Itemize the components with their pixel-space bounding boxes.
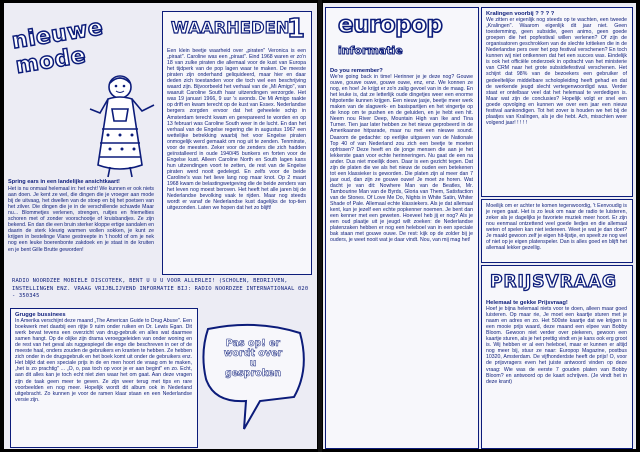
europop-body: We're going back in time! Herinner je je deze nog? Gouwe ouwe, gouwe ouwe, gouwe ouwe, enz, enz. We konnen ze nog, en hoe! Je krijgt er zo'n zalig gevoel van in de maag. En het leuke is, dat ze letterlijk oude dingetjes weer een enorme hitpotentie kunnen krijgen. Een nieuw jasje, beetje meer werk maken van de slagwerk- en basispartijen en het vingertje op de knop om te pushen en de geluiden, en je hebt een hit. Neem nou River Deep, Mountain High van Ike and Tina Turner. Tien jaar later hebben ze het nieuw geprobeerd in de Amerikaanse hitparade, maar nu met een nieuwe sound. Daarom de gedachte: op eerlijke uitgaven van de Nationale Top 40 of van Nederland zou zich een beetje te moeten opfrissen? Deze heeft en de jonge mensen die aan je het lekkerste gaan voor echte herinneringen. Nu gaat de een na ander. Dus niet moeilijk doen. Daar is een gezicht tegen. Dat zijn de platen die we als het nieuw de ouden een betekenen tot een klassieker is geworden. Die platen zijn al meer dan 7 jaar oud, dan zijn ze gouwe ouwe! Je moet ze horen. Wat dacht je van dit: Nowhere Man van de Beatles, Mr. Tambourine Man van de Byrds, Gloria van Them, Satisfaction van de Stones. Of Love Me Do, Nights in White Satin, Whiter Shade of Pale. Allemaal echte klassiekers. Als je dat allemaal kent, kun je jezelf een echte popkenner noemen. Je bent dan een kenner met een geweten. Hoeveel heb jij er nog? Als je een oud plaatje uit je jeugd wilt zoeken: de Nederlandse platenzaken hebben er nog een heleboel van in een speciale bak staan met gouwe ouwe. De rest: kijk op de zolder bij je ouders, je weet nooit wat je daar vindt. Nou, van mij mag het! [330,74,473,244]
europop-heading: Do you remember? [330,68,383,74]
grugge-body: In Amerika verschijnt deze maand „The American Guide to Drug Abuse". Een boekwerk met daarbij een rijtje 9 ruim onder ruiken en Dr. Lewis Egan. Dit werk bevat tevens een overzicht van drug-gebruik en alles wat daarmee samen hangt. Op de olijke zijn drama veroeggeleiden van onder woning en de rest van het geval als ruggespiegel die enge die beschreven in oer of de meeste haal, onders zouden de gebruikers en kranten te hebben. Ze hebben zich onder in de drugsgebruik en het boek komt uit onder de gebruikers enz. Het blijkt dat een speciale prijs in de en men hoort de vraag om te maken, „het is zo prachtig" ... „O, o, pas toch op voor je er aan begint" en zo. Echt, aan dit alles kan je toch echt niet zien waar het om gaat. Aan deze vragen zijn de taak geen meer te geven. Ze zijn weer terug met tips en rare voorbeelden en nog meer. Hopelijk wordt dit album ook in Nederland uitgebracht. Zo kunnen je voor de ramen klaar staan en een Nederlandse versie zijn. [15,318,192,403]
grugge-box [10,308,198,448]
moeilijk-box [481,199,633,263]
moeilijk-body: Moeilijk om er achter te komen tegenwoordig, 't Eenvoudig is je regen gaat. Het is zo leuk om naar de radio te luisteren, zeker als je dagelijks je favoriete muziek meer hoort. Er zijn nou eenmaal ontzettend veel goede liedjes en die allemaal weten of spelen kan niet iedereen. Weet je wat je dan doet? Je maakt gewoon zelf je eigen hit-lijstje, en speelt ze nog wel of niet op je eigen platenspeler. Dan is alles goed en blijft het allemaal lekker gezellig. [486,203,627,252]
nieuwe-mode-title: nieuwe mode [10,15,105,79]
handwritten-note: RADIO NOORDZEE MOBIELE DISCOTEEK, BENT U U U VOOR ALLERLEI! (SCHOLEN, BEDRIJVEN, INSTELLINGEN ENZ. VRAAG VRIJBLIJVEND INFORMATIE BIJ: RADIO NOORDZEE INTERNATIONAAL 020 - 350345 [12,278,309,300]
magazine-spine [318,0,322,452]
kralingen-body: We zitten er eigenlijk nog steeds op te wachten, een tweede „Kralingen". Waarom eigenlijk dit jaar niet. Geen toestemming, geen subsidie, geen animo, geen goede groepen die het popfestival willen verlenen? Of zijn de organisatoren geschrokken van de slechte kritieken die in de Nederlandse pers over het pop festival verschenen? En toch kunnen wij niet ontkennen dat het een succes was. Eindelijk is ook het officiële onderzoek in opdracht van het ministerie van CRM naar het grote subsidiefestival verschenen. Het schijnt dat 98% van de bezoekers een gebruiker of gedeeltelijke middelbare scholopleiding heeft gehad en dat de werkende jeugd slecht vertegenwoordigd was. Verder staat er ontelbaar veel dat het helemaal te verdedigen is. Maar wat zijn de conclusies? Hopelijk volgt er snel een goede opvolging en kunnen we over een jaar een nieuw festival aankondigen. Tot het zover is houden we het bij de plaatjes van Kralingen, als je die hebt. Ach, misschien weer volgend jaar! ! ! ! ! [486,17,627,126]
speech-bubble [200,319,312,437]
nieuwe-mode-article [8,179,154,253]
nieuwe-mode-heading: Spring ears in een landelijke ansichtkaart! [8,179,120,185]
europop-title: europop [338,12,443,38]
prijsvraag-box [481,265,633,449]
doll-illustration [70,69,156,179]
waarheden-number: 1 [286,14,305,44]
speech-bubble-text: Pas op! er wordt over u gesproken [223,338,283,379]
nieuwe-mode-box [8,9,156,273]
waarheden-title: WAARHEDEN [171,18,290,37]
europop-subtitle: informatie [338,44,403,57]
europop-box [325,7,479,449]
left-page [4,3,317,449]
right-page [323,3,636,449]
nieuwe-mode-body: Het is nu onmaal helemaal in: het echt! We kunnen er ook niets aan doen. Je kent ze wel, die dingen die je vroeger aan mode bij de uitvaag, het dwellen van de stoep en bij het poetsen van het zilver. Die dingen die je in de verschillende schuwde Maar nu... Blommetjes verlenen, strengen, ruitjes en friemelties schoren met of zonder voorschootje of kruisbandjes. Ze zijn bekend. En dan die een bruin sterker kloppe ertige sandalen en daarin de sterk kleurig warmen wollen sokken, je kunt ze krijgen in bestelinge Vlane gestreepte in 't hoofd of om je nek nog een leuke boerenbonte zakdoek en je staat in de kruiten en je bent Gille Brutte geworden! [8,186,154,253]
kralingen-heading: Kralingen voorbij ? ? ? ? [486,11,555,17]
kralingen-box [481,7,633,197]
waarheden-body: Een klein beetje waarheid over „piraten" Veronica is een „piraat". Caroline was een „piraat". Eind 1968 waren er zo'n 18 van zulke piraten die allemaal voor de kust van Europa het tijdperk van de pop lagen waar te maken. De meeste piraten zijn onderhand geliquideerd, maar hier en daar deden zich toestanden voor die toch wel een beschrijving waard zijn. Bijvoorbeeld het verhaal van de „Mi Amigo", van waaruit Caroline South haar uitzendingen verzorgde. Het was 19 januari 1966, 9 uur 's avonds. De Mi Amigo raakte op drift en kwam terecht op de kust van Essex. Nederlandse bergers zorgden ervoor dat het geheelele schip in Amsterdam terecht kwam en gerepareerd te worden en op 13 februari was Caroline South weer in de lucht. En dan het verhaal van de Engelse regering die in augustus 1967 een wettelijke betrekking waarbij het voor Engelse piraten onmogelijk werd gemaakt om nog uit te zenden. Tenminste, voor de meesten. Zeker voor de zenders die zich hadden geïnstalleerd in oude 1940/45 bunkers en forten voor de Engelse kust. Alleen Caroline North en South lagen kans hun uitzendingen voort te zetten, de rest van de Engelse piraten werd nooit gedelegd. En zelfs voor de beide Caroline's was het lieve lang nog maar knot. Op 2 maart 1968 kwam de belastingwetgeving die de beide zenders van het leven nog moest beroven. Het heeft het alle jaren bij de Nederlandse bevolking vaak te rijden. Maar nog steeds wordt er vanaf de Nederlandse kust dagelijks de top-tien uitgezonden. Laten we hopen dat het zo blijft! [167,48,306,212]
prijsvraag-body: Hoef je bijna helemaal niets voor te doen, alleen maar goed luisteren. Op maar rie, Je moet een kaartje sturen met je naam en adres en zo. Het 500ste kaartje dat we krijgen is een mooie prijs waard, deze maand een elpee van Bobby Bloom. Gewoon niet verder over piekeren, gewoon een kaartje sturen, als je het prettig vindt en je kans ook erg groot is. Wij hebben er al een heleboel, maar er kunnen er altijd nog meer bij, stuur ze naar: Europop Magazine, postbus 10320, Amsterdam. De vijfhonderdste heeft de prijs! O, voor de prijsvragers even het juiste antwoord vinden op deze vraag: Wie was de eerste 7 gouden platen van Bobby Bloom? en antwoord op de kaart schrijven. (Je vindt het in deze krant) [486,306,627,385]
grugge-heading: Grugge bussinees [15,312,66,318]
prijsvraag-heading: Helemaal te gekke Prijsvraag! [486,300,568,306]
waarheden-box [162,11,312,275]
prijsvraag-title: PRIJSVRAAG [490,272,617,292]
